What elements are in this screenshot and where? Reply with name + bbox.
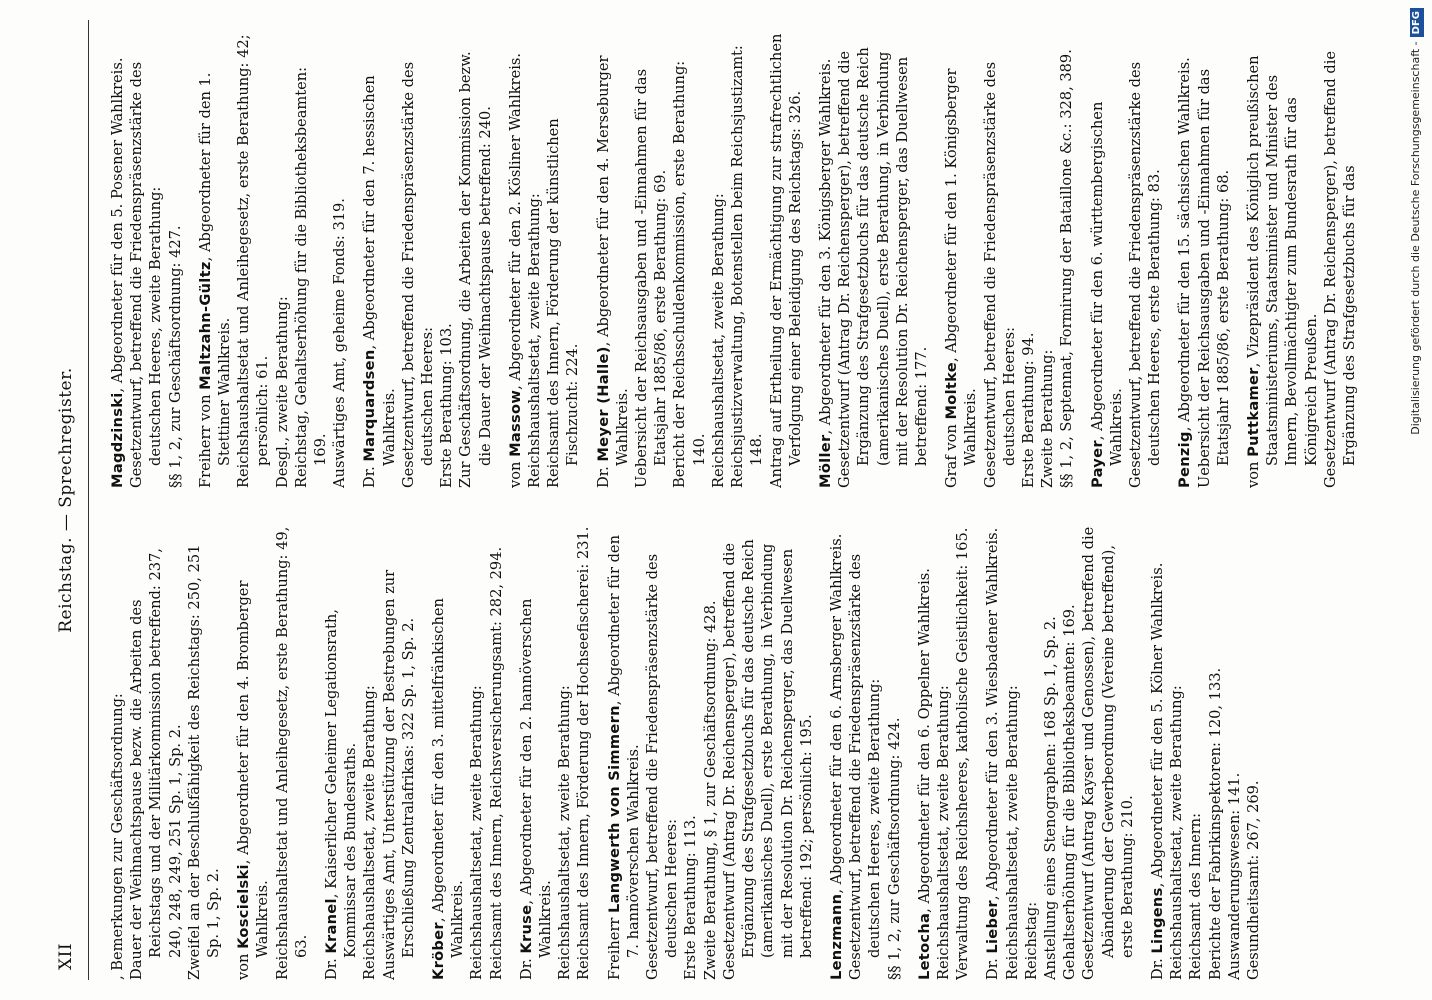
entry-subline: Gesetzentwurf (Antrag Dr. Reichensperger), betreffend die Ergänzung des Strafgesetzbuchs für das deutsche Reich (amerikanisches Duell), erste Berathung, in Verbindung mit der Resolution Dr. Reichensperger, das Duellwesen betreffend: 192; persönlich: 195. [720, 539, 815, 980]
entry-subline: Zur Geschäftsordnung, die Arbeiten der Kommission bezw. die Dauer der Weihnachtspause betreffend: 240. [457, 51, 494, 488]
register-entry [605, 525, 816, 980]
speaker-name: Massow [506, 389, 524, 457]
entry-subline: Auswärtiges Amt, geheime Fonds: 319. [331, 198, 349, 488]
watermark-text [1404, 8, 1428, 992]
entry-heading: Freiherr von Maltzahn-Gültz, Abgeordneter für den 1. Stettiner Wahlkreis. [196, 72, 234, 488]
register-entry [816, 33, 931, 488]
entry-subline: Gesetzentwurf, betreffend die Friedenspräsenzstärke des deutschen Heeres, zweite Berathung: [847, 553, 884, 980]
entry-title: Graf von [943, 424, 961, 488]
entry-heading: Kröber, Abgeordneter für den 3. mittelfränkischen Wahlkreis. [430, 598, 467, 980]
entry-subline: Reichshaushaltsetat und Anleihegesetz, erste Berathung: 49, 63. [273, 526, 310, 980]
watermark [1404, 8, 1428, 992]
entry-description: Abgeordneter für den 3. Wiesbadener Wahlkreis. [984, 527, 1002, 891]
watermark-label: Digitalisierung gefördert durch die Deutsche Forschungsgemeinschaft - [1409, 41, 1422, 435]
entry-title: Freiherr [605, 917, 623, 980]
entry-subline: Reichshaushaltsetat, zweite Berathung: [934, 685, 952, 980]
entry-subline: Auswärtiges Amt, Unterstützung der Bestrebungen zur Erschließung Zentralafrikas: 322 Sp. 1, Sp. 2. [380, 569, 417, 980]
register-entry [1088, 33, 1165, 488]
entry-description: Bemerkungen zur Geschäftsordnung: [109, 693, 126, 971]
entry-description: Abgeordneter für den 5. Posener Wahlkreis. [109, 57, 126, 384]
speaker-name: Magdzinski [109, 392, 126, 488]
register-entry [915, 525, 973, 980]
entry-subline: Gesetzentwurf, betreffend die Friedenspräsenzstärke des deutschen Heeres: [981, 61, 1018, 488]
register-column-left [108, 525, 1378, 980]
entry-subline: Reichsjustizverwaltung, Botenstellen beim Reichsjustizamt: 148. [729, 45, 766, 488]
speaker-name: Koscielski [235, 864, 253, 949]
register-column-right [108, 33, 1378, 488]
entry-heading: Lenzmann, Abgeordneter für den 6. Arnsberger Wahlkreis. [827, 533, 845, 980]
entry-description: Abgeordneter für den 6. Oppelner Wahlkreis. [915, 568, 933, 904]
speaker-name: Puttkamer [1244, 367, 1262, 457]
entry-heading: Dr. Kruse, Abgeordneter für den 2. hannöverschen Wahlkreis. [517, 598, 555, 980]
entry-title: Dr. [517, 958, 535, 980]
entry-description: Abgeordneter für den 1. Stettiner Wahlkreis. [196, 72, 234, 466]
entry-heading: Payer, Abgeordneter für den 6. württembergischen Wahlkreis. [1088, 101, 1125, 488]
entry-description: Abgeordneter für den 2. hannöverschen Wahlkreis. [517, 598, 555, 958]
entry-heading: Dr. Lingens, Abgeordneter für den 5. Kölner Wahlkreis. [1148, 562, 1166, 980]
entry-subline: Reichshaushaltsetat, zweite Berathung: [709, 193, 727, 488]
speaker-name: Lingens [1148, 887, 1166, 954]
entry-heading: Dr. Lieber, Abgeordneter für den 3. Wiesbadener Wahlkreis. [984, 527, 1002, 980]
speaker-name: Marquardsen [361, 349, 379, 462]
entry-description: Abgeordneter für den 2. Kösliner Wahlkreis. [506, 52, 524, 381]
speaker-name: Langwerth von Simmern [605, 705, 623, 913]
entry-subline: Gesetzentwurf, betreffend die Friedenspräsenzstärke des deutschen Heeres: [399, 61, 437, 488]
entry-subline: Bericht der Reichsschuldenkommission, erste Berathung: 140. [671, 60, 708, 488]
entry-subline: §§ 1, 2, zur Geschäftsordnung: 427. [166, 225, 184, 488]
speaker-name: Kranel [323, 898, 341, 954]
register-entry [429, 525, 506, 980]
entry-subline: Erste Berathung: 113. [682, 815, 700, 980]
entry-subline: §§ 1, 2, Septennat, Formirung der Bataillone &c.: 328, 389. [1058, 49, 1076, 488]
entry-description: Kaiserlicher Geheimer Legationsrath, Kommissar des Bundesraths. [323, 609, 360, 958]
entry-description: Abgeordneter für den 15. sächsischen Wahlkreis. [1176, 57, 1194, 422]
entry-subline: Reichstag: [1022, 901, 1040, 980]
entry-subline: Verwaltung des Reichsheeres, katholische Geistlichkeit: 165. [954, 527, 972, 980]
entry-heading: Dr. Marquardsen, Abgeordneter für den 7. hessischen Wahlkreis. [361, 75, 398, 488]
entry-description: Abgeordneter für den 3. mittelfränkischen Wahlkreis. [430, 598, 467, 958]
entry-title: von [506, 461, 524, 488]
entry-subline: Gesetzentwurf (Antrag Dr. Reichensperger), betreffend die Ergänzung des Strafgesetzbuchs für das deutsche Reich (amerikanisches Duell), erste Berathung, in Verbindung mit der Resolution Dr. Reichensperger, das Duellwesen betreffend: 177. [836, 47, 930, 488]
register-entry [196, 33, 350, 488]
register-entry [322, 525, 418, 980]
scanned-page [16, 20, 1396, 980]
entry-title: Dr. [984, 958, 1002, 980]
entry-heading: Freiherr Langwerth von Simmern, Abgeordneter für den 7. hannöverschen Wahlkreis. [605, 535, 642, 980]
entry-description: Abgeordneter für den 6. Arnsberger Wahlkreis. [827, 533, 845, 885]
speaker-name: Möller [816, 434, 834, 488]
register-entry [360, 33, 494, 488]
entry-subline: Erste Berathung: 103. [438, 323, 456, 488]
entry-subline: Reichshaushaltsetat, zweite Berathung: [361, 685, 379, 980]
entry-subline: Dauer der Weihnachtspause bezw. die Arbeiten des Reichstags und der Militärkommission betreffend: 237, 240, 248, 249, 251 Sp. 1, Sp. 2. [128, 548, 184, 980]
entry-title: von [235, 953, 253, 980]
entry-subline: Gesetzentwurf, betreffend die Friedenspräsenzstärke des deutschen Heeres: [644, 553, 681, 980]
entry-title: Freiherr von [196, 394, 214, 488]
entry-subline: Zweite Berathung: [1039, 349, 1057, 488]
register-entry [234, 525, 311, 980]
entry-description: Abgeordneter für den 7. hessischen Wahlkreis. [361, 75, 398, 466]
entry-title: Dr. [594, 466, 612, 488]
register-entry [942, 33, 1076, 488]
entry-heading: Möller, Abgeordneter für den 3. Königsberger Wahlkreis. [816, 58, 834, 488]
entry-subline: Reichshaushaltsetat, zweite Berathung: [526, 193, 544, 488]
entry-subline: Reichsamt des Innern: [1187, 813, 1205, 980]
entry-subline: Desgl., zweite Berathung: [273, 296, 291, 488]
entry-heading: von Puttkamer, Vizepräsident des Königlich preußischen Staatsministeriums, Staatsminister und Minister des Innern, Bevollmächtigter zum Bundesrath für das Königreich Preußen. [1244, 55, 1320, 488]
entry-heading: Dr. Meyer (Halle), Abgeordneter für den 4. Merseburger Wahlkreis. [594, 55, 631, 488]
entry-description: Abgeordneter für den 4. Merseburger Wahlkreis. [594, 55, 631, 466]
speaker-name: Payer [1088, 440, 1106, 488]
speaker-name: Kröber [430, 922, 448, 980]
entry-subline: Erste Berathung: 94. [1019, 332, 1037, 488]
entry-subline: Reichsamt des Innern, Förderung der Hochseefischerei: 231. [575, 526, 593, 980]
entry-heading: , Bemerkungen zur Geschäftsordnung: [109, 693, 126, 980]
entry-heading: Dr. Kranel, Kaiserlicher Geheimer Legationsrath, Kommissar des Bundesraths. [323, 609, 360, 980]
entry-description: Abgeordneter für den 4. Bromberger Wahlkreis. [235, 580, 272, 958]
register-entry [108, 33, 185, 488]
entry-heading: Penzig, Abgeordneter für den 15. sächsischen Wahlkreis. [1176, 57, 1194, 488]
entry-subline: §§ 1, 2, zur Geschäftsordnung: 424. [885, 717, 903, 980]
entry-subline: Gesetzentwurf (Antrag Dr. Reichensperger), betreffend die Ergänzung des Strafgesetzbuchs für das [1321, 50, 1358, 488]
entry-subline: Reichshaushaltsetat, zweite Berathung: [556, 685, 574, 980]
entry-subline: Reichshaushaltsetat, zweite Berathung: [1003, 685, 1021, 980]
page-number: XII [56, 942, 76, 970]
header-rule [88, 20, 89, 980]
entry-subline: Berichte der Fabrikinspektoren: 120, 133. [1206, 667, 1224, 980]
entry-subline: Gesetzentwurf (Antrag Kayser und Genossen), betreffend die Abänderung der Gewerbeordnung (Vereine betreffend), erste Berathung: 210. [1080, 526, 1136, 980]
entry-heading: von Massow, Abgeordneter für den 2. Kösliner Wahlkreis. [506, 52, 524, 488]
entry-description: Abgeordneter für den 7. hannöverschen Wahlkreis. [605, 535, 642, 958]
speaker-name: Meyer (Halle) [594, 346, 612, 462]
entry-subline: Gesundheitsamt: 267, 269. [1244, 780, 1262, 980]
register-entry [506, 33, 583, 488]
entry-subline: Uebersicht der Reichsausgaben und -Einnahmen für das Etatsjahr 1885/86, erste Berathung: 68. [1195, 68, 1232, 488]
entry-heading: Magdzinski, Abgeordneter für den 5. Posener Wahlkreis. [109, 57, 126, 488]
entry-subline: Reichshaushaltsetat und Anleihegesetz, erste Berathung: 42; persönlich: 61. [235, 34, 272, 488]
entry-subline: Reichsamt des Innern, Förderung der künstlichen Fischzucht: 224. [545, 118, 582, 488]
speaker-name: Letocha [915, 912, 933, 980]
entry-subline: Zweite Berathung, § 1, zur Geschäftsordnung: 428. [701, 600, 719, 980]
register-entry [827, 525, 904, 980]
entry-description: Abgeordneter für den 5. Kölner Wahlkreis. [1148, 562, 1166, 879]
speaker-name: Maltzahn-Gültz [196, 261, 214, 390]
entry-subline: Gehaltserhöhung für die Bibliotheksbeamten: 169. [1061, 604, 1079, 980]
entry-description: Abgeordneter für den 6. württembergischen Wahlkreis. [1088, 101, 1125, 466]
entry-subline: Antrag auf Ertheilung der Ermächtigung zur strafrechtlichen Verfolgung einer Beleidigung des Reichstags: 326. [767, 33, 804, 488]
register-entry [1148, 525, 1263, 980]
entry-subline: Auswanderungswesen: 141. [1225, 772, 1243, 980]
entry-title: Dr. [361, 466, 379, 488]
entry-description: Abgeordneter für den 3. Königsberger Wahlkreis. [816, 58, 834, 426]
register-entry [517, 525, 594, 980]
entry-heading: von Koscielski, Abgeordneter für den 4. Bromberger Wahlkreis. [235, 580, 272, 980]
speaker-name: Kruse [517, 904, 535, 954]
entry-subline: Zweifel an der Beschlußfähigkeit des Reichstags: 250, 251 Sp. 1, Sp. 2. [185, 544, 223, 980]
entry-subline: Anstellung eines Stenographen: 168 Sp. 1, Sp. 2. [1041, 616, 1059, 980]
entry-subline: Gesetzentwurf, betreffend die Friedenspräsenzstärke des deutschen Heeres, zweite Berathung: [128, 61, 165, 488]
register-entry [108, 525, 223, 980]
entry-subline: Gesetzentwurf, betreffend die Friedenspräsenzstärke des deutschen Heeres, erste Berathung: 83. [1126, 61, 1164, 488]
register-entry [1244, 33, 1359, 488]
register-entry [594, 33, 805, 488]
speaker-name: Moltke [943, 362, 961, 420]
entry-subline: Reichstag, Gehaltserhöhung für die Bibliotheksbeamten: 169. [292, 66, 330, 488]
entry-title: von [1244, 461, 1262, 488]
entry-title: Dr. [323, 958, 341, 980]
entry-description: Abgeordneter für den 1. Königsberger Wahlkreis. [943, 68, 980, 466]
entry-description: Vizepräsident des Königlich preußischen Staatsministeriums, Staatsminister und Minister des Innern, Bevollmächtigter zum Bundesrath für das Königreich Preußen. [1244, 55, 1320, 466]
entry-subline: Reichshaushaltsetat, zweite Berathung: [468, 685, 486, 980]
register-entry [1175, 33, 1233, 488]
register-entry [983, 525, 1137, 980]
page-header [56, 20, 96, 980]
speaker-name: Penzig [1176, 431, 1194, 488]
speaker-name: Lieber [984, 900, 1002, 954]
entry-heading: Graf von Moltke, Abgeordneter für den 1. Königsberger Wahlkreis. [943, 68, 980, 488]
speaker-name: Lenzmann [827, 893, 845, 980]
running-title: Reichstag. — Sprechregister. [56, 367, 76, 633]
entry-subline: Reichsamt des Innern, Reichsversicherungsamt: 282, 294. [487, 546, 505, 980]
entry-subline: Uebersicht der Reichsausgaben und -Einnahmen für das Etatsjahr 1885/86, erste Berathung: 69. [633, 68, 670, 488]
entry-heading: Letocha, Abgeordneter für den 6. Oppelner Wahlkreis. [915, 568, 933, 980]
entry-subline: Reichshaushaltsetat, zweite Berathung: [1168, 685, 1186, 980]
entry-title: Dr. [1148, 958, 1166, 980]
dfg-logo-badge: DFG [1410, 8, 1424, 37]
